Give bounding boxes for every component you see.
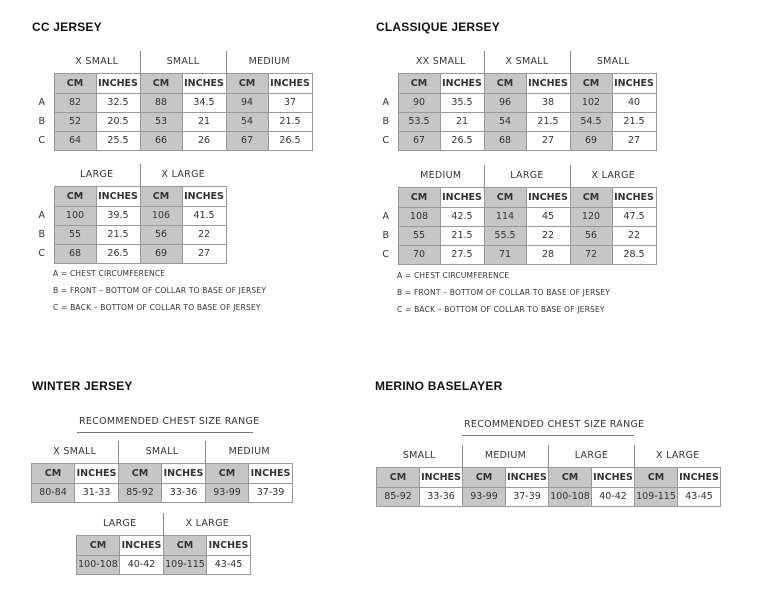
inches-header: INCHES	[440, 73, 484, 93]
cm-header: CM	[77, 535, 120, 555]
cm-value: 120	[570, 207, 612, 226]
cm-value: 56	[140, 225, 182, 244]
inches-value: 27	[612, 131, 656, 150]
cm-value: 70	[398, 245, 440, 264]
size-label: SMALL	[140, 51, 226, 73]
classique-legend-b: B = FRONT – BOTTOM OF COLLAR TO BASE OF JERSEY	[397, 288, 611, 297]
size-label: XX SMALL	[415, 56, 466, 68]
table-row	[30, 206, 226, 225]
inches-header: INCHES	[420, 467, 463, 487]
cm-value: 56	[570, 226, 612, 245]
merino-range-label: RECOMMENDED CHEST SIZE RANGE	[464, 419, 645, 430]
inches-value: 21.5	[268, 112, 312, 131]
inches-header: INCHES	[162, 463, 206, 483]
row-label: A	[382, 97, 389, 108]
row-label: C	[382, 135, 390, 146]
inches-value: 37-39	[249, 483, 293, 502]
cm-value: 80-84	[32, 483, 75, 502]
cc-jersey-title: CC JERSEY	[32, 20, 102, 34]
table-row	[374, 245, 656, 264]
cm-value: 71	[484, 245, 526, 264]
size-label: X LARGE	[164, 513, 251, 535]
size-name-row	[374, 165, 656, 187]
cm-value: 100-108	[77, 555, 120, 574]
inches-value: 41.5	[182, 206, 226, 225]
cm-value: 109-115	[635, 487, 678, 506]
inches-value: 33-36	[420, 487, 463, 506]
size-label: X SMALL	[484, 51, 570, 73]
inches-value: 26	[182, 131, 226, 150]
cc-legend-c: C = BACK – BOTTOM OF COLLAR TO BASE OF JERSEY	[53, 303, 261, 312]
row-label: B	[382, 230, 390, 241]
inches-header: INCHES	[182, 73, 226, 93]
inches-value: 43-45	[207, 555, 251, 574]
size-name-row	[377, 445, 721, 467]
inches-value: 45	[526, 207, 570, 226]
table-row	[32, 483, 293, 502]
inches-value: 27	[526, 131, 570, 150]
row-label: B	[382, 116, 390, 127]
cm-value: 53.5	[398, 112, 440, 131]
cm-value: 66	[140, 131, 182, 150]
table-row	[30, 93, 312, 112]
size-label: X LARGE	[570, 165, 656, 187]
merino-range-underline	[462, 435, 634, 436]
inches-value: 27.5	[440, 245, 484, 264]
inches-value: 22	[526, 226, 570, 245]
cm-value: 96	[484, 93, 526, 112]
cm-header: CM	[570, 73, 612, 93]
size-label: SMALL	[119, 441, 206, 463]
inches-value: 26.5	[96, 244, 140, 263]
inches-value: 38	[526, 93, 570, 112]
corner-cell	[374, 51, 398, 73]
inches-value: 26.5	[440, 131, 484, 150]
unit-header-row	[374, 187, 656, 207]
row-label: B	[38, 116, 46, 127]
size-name-row	[374, 51, 656, 73]
size-label: LARGE	[549, 445, 635, 467]
cm-value: 108	[398, 207, 440, 226]
inches-value: 31-33	[75, 483, 119, 502]
cm-value: 82	[54, 93, 96, 112]
cm-value: 90	[398, 93, 440, 112]
size-label: X LARGE	[635, 445, 721, 467]
cm-header: CM	[484, 73, 526, 93]
table-row	[30, 244, 226, 263]
unit-header-row	[77, 535, 251, 555]
size-name-row	[77, 513, 251, 535]
size-label: LARGE	[80, 169, 114, 181]
cm-value: 68	[484, 131, 526, 150]
inches-value: 27	[182, 244, 226, 263]
inches-value: 47.5	[612, 207, 656, 226]
unit-header-row	[30, 186, 226, 206]
cm-header: CM	[119, 463, 162, 483]
cc-jersey-table-bottom	[30, 164, 227, 264]
inches-header: INCHES	[268, 73, 312, 93]
table-row	[377, 487, 721, 506]
cm-header: CM	[549, 467, 592, 487]
inches-value: 22	[612, 226, 656, 245]
inches-value: 40-42	[592, 487, 635, 506]
inches-header: INCHES	[612, 73, 656, 93]
inches-value: 34.5	[182, 93, 226, 112]
corner-cell	[30, 73, 54, 93]
table-row	[374, 93, 656, 112]
inches-value: 28	[526, 245, 570, 264]
inches-value: 43-45	[678, 487, 721, 506]
inches-value: 40	[612, 93, 656, 112]
classique-jersey-table-bottom	[374, 165, 657, 265]
inches-header: INCHES	[678, 467, 721, 487]
cm-header: CM	[140, 186, 182, 206]
inches-value: 22	[182, 225, 226, 244]
cm-header: CM	[570, 187, 612, 207]
cm-value: 53	[140, 112, 182, 131]
cm-value: 54	[484, 112, 526, 131]
cc-legend-a: A = CHEST CIRCUMFERENCE	[53, 269, 166, 278]
cm-value: 55	[54, 225, 96, 244]
row-label: B	[38, 229, 46, 240]
inches-value: 39.5	[96, 206, 140, 225]
table-row	[30, 131, 312, 150]
inches-value: 25.5	[96, 131, 140, 150]
cm-header: CM	[226, 73, 268, 93]
inches-header: INCHES	[75, 463, 119, 483]
merino-baselayer-table	[376, 445, 721, 507]
cm-header: CM	[54, 73, 96, 93]
inches-value: 26.5	[268, 131, 312, 150]
corner-cell	[374, 165, 398, 187]
table-row	[374, 226, 656, 245]
cc-jersey-table-top	[30, 51, 313, 151]
cm-value: 64	[54, 131, 96, 150]
inches-header: INCHES	[120, 535, 164, 555]
inches-value: 21	[182, 112, 226, 131]
size-name-row	[30, 51, 312, 73]
inches-header: INCHES	[440, 187, 484, 207]
size-label: SMALL	[570, 51, 656, 73]
size-label: X SMALL	[75, 56, 119, 68]
row-label: A	[382, 211, 389, 222]
unit-header-row	[30, 73, 312, 93]
size-label: LARGE	[103, 518, 137, 530]
cm-value: 54	[226, 112, 268, 131]
corner-cell	[374, 187, 398, 207]
row-label: C	[38, 248, 46, 259]
cm-value: 106	[140, 206, 182, 225]
cm-value: 55	[398, 226, 440, 245]
inches-header: INCHES	[96, 73, 140, 93]
classique-legend-a: A = CHEST CIRCUMFERENCE	[397, 271, 510, 280]
cm-value: 68	[54, 244, 96, 263]
inches-value: 21.5	[612, 112, 656, 131]
cm-header: CM	[398, 73, 440, 93]
cm-value: 102	[570, 93, 612, 112]
cm-value: 93-99	[206, 483, 249, 502]
inches-header: INCHES	[182, 186, 226, 206]
inches-header: INCHES	[526, 187, 570, 207]
winter-jersey-table-bottom	[76, 513, 251, 575]
cm-value: 100-108	[549, 487, 592, 506]
cm-header: CM	[164, 535, 207, 555]
cc-legend-b: B = FRONT – BOTTOM OF COLLAR TO BASE OF JERSEY	[53, 286, 267, 295]
cm-value: 114	[484, 207, 526, 226]
cm-value: 55.5	[484, 226, 526, 245]
cm-header: CM	[635, 467, 678, 487]
inches-value: 21.5	[440, 226, 484, 245]
size-label: MEDIUM	[226, 51, 312, 73]
cm-header: CM	[398, 187, 440, 207]
classique-jersey-title: CLASSIQUE JERSEY	[376, 20, 500, 34]
cm-header: CM	[54, 186, 96, 206]
row-label: C	[38, 135, 46, 146]
inches-value: 21.5	[526, 112, 570, 131]
table-row	[77, 555, 251, 574]
inches-header: INCHES	[612, 187, 656, 207]
size-label: X LARGE	[140, 164, 226, 186]
size-label: LARGE	[484, 165, 570, 187]
table-row	[374, 131, 656, 150]
corner-cell	[30, 186, 54, 206]
cm-value: 52	[54, 112, 96, 131]
cm-value: 54.5	[570, 112, 612, 131]
merino-baselayer-title: MERINO BASELAYER	[375, 379, 503, 393]
cm-value: 88	[140, 93, 182, 112]
classique-legend-c: C = BACK – BOTTOM OF COLLAR TO BASE OF JERSEY	[397, 305, 605, 314]
size-label: MEDIUM	[463, 445, 549, 467]
cm-header: CM	[484, 187, 526, 207]
winter-range-underline	[77, 432, 253, 433]
winter-jersey-title: WINTER JERSEY	[32, 379, 133, 393]
cm-value: 85-92	[119, 483, 162, 502]
cm-value: 67	[398, 131, 440, 150]
table-row	[374, 112, 656, 131]
unit-header-row	[377, 467, 721, 487]
size-label: MEDIUM	[420, 170, 462, 182]
inches-header: INCHES	[207, 535, 251, 555]
cm-value: 93-99	[463, 487, 506, 506]
unit-header-row	[32, 463, 293, 483]
cm-value: 94	[226, 93, 268, 112]
inches-header: INCHES	[592, 467, 635, 487]
cm-value: 72	[570, 245, 612, 264]
cm-value: 100	[54, 206, 96, 225]
inches-header: INCHES	[506, 467, 549, 487]
inches-header: INCHES	[249, 463, 293, 483]
inches-value: 32.5	[96, 93, 140, 112]
inches-value: 42.5	[440, 207, 484, 226]
cm-header: CM	[463, 467, 506, 487]
cm-value: 69	[570, 131, 612, 150]
row-label: A	[38, 210, 45, 221]
size-name-row	[30, 164, 226, 186]
inches-value: 20.5	[96, 112, 140, 131]
corner-cell	[30, 164, 54, 186]
inches-value: 40-42	[120, 555, 164, 574]
row-label: A	[38, 97, 45, 108]
table-row	[374, 207, 656, 226]
unit-header-row	[374, 73, 656, 93]
cm-value: 67	[226, 131, 268, 150]
inches-header: INCHES	[526, 73, 570, 93]
inches-value: 28.5	[612, 245, 656, 264]
table-row	[30, 112, 312, 131]
inches-value: 21.5	[96, 225, 140, 244]
size-label: SMALL	[402, 450, 436, 462]
size-label: X SMALL	[53, 446, 97, 458]
inches-header: INCHES	[96, 186, 140, 206]
cm-value: 109-115	[164, 555, 207, 574]
winter-range-label: RECOMMENDED CHEST SIZE RANGE	[79, 416, 260, 427]
corner-cell	[374, 73, 398, 93]
cm-value: 85-92	[377, 487, 420, 506]
size-label: MEDIUM	[206, 441, 293, 463]
corner-cell	[30, 51, 54, 73]
classique-jersey-table-top	[374, 51, 657, 151]
size-name-row	[32, 441, 293, 463]
cm-header: CM	[377, 467, 420, 487]
cm-value: 69	[140, 244, 182, 263]
inches-value: 37-39	[506, 487, 549, 506]
table-row	[30, 225, 226, 244]
cm-header: CM	[206, 463, 249, 483]
inches-value: 21	[440, 112, 484, 131]
inches-value: 33-36	[162, 483, 206, 502]
cm-header: CM	[140, 73, 182, 93]
cm-header: CM	[32, 463, 75, 483]
row-label: C	[382, 249, 390, 260]
inches-value: 35.5	[440, 93, 484, 112]
inches-value: 37	[268, 93, 312, 112]
winter-jersey-table-top	[31, 441, 293, 503]
